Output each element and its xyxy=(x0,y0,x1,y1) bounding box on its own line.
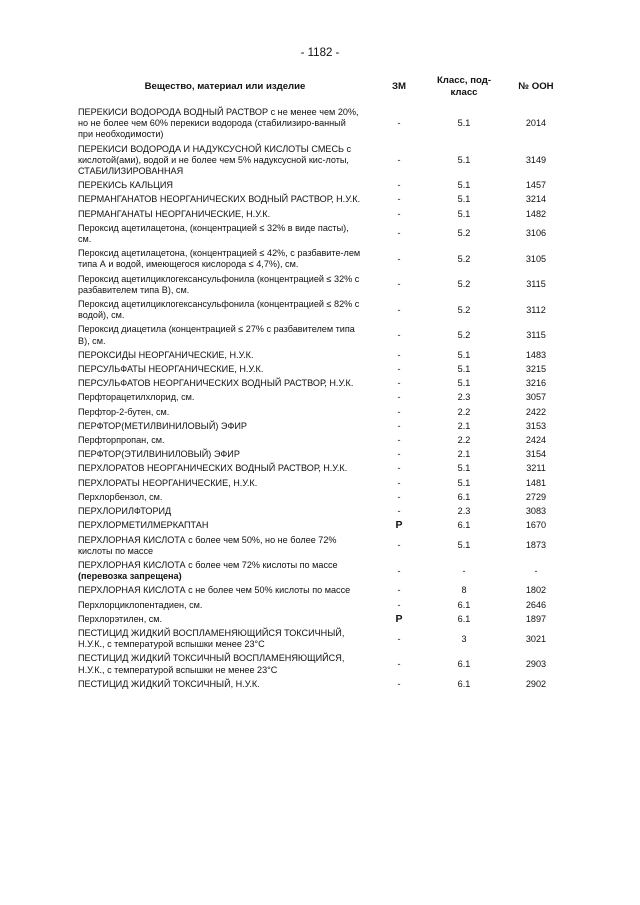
substance-name: Пероксид ацетилциклогексансульфонила (концентрацией ≤ 32% с разбавителем типа В), см. xyxy=(78,273,360,295)
un-number-cell: 1802 xyxy=(525,585,547,596)
header-em: ЗМ xyxy=(391,81,406,92)
table-row xyxy=(78,476,570,490)
em-cell: - xyxy=(397,449,401,460)
substance-name: Пероксид ацетилацетона, (концентрацией ≤ 42%, с разбавите-лем типа А и водой, имеющегося кислорода ≤ 4,7%), см. xyxy=(78,248,361,270)
header-substance: Вещество, материал или изделие xyxy=(144,81,306,92)
un-number-cell: 1483 xyxy=(525,349,547,360)
class-cell: 2.2 xyxy=(457,406,471,417)
em-cell: - xyxy=(397,435,401,446)
un-number-cell: 3214 xyxy=(525,194,547,205)
class-cell: 2.1 xyxy=(457,449,471,460)
substance-name: Перфторпропан, см. xyxy=(78,435,165,446)
un-number-cell: 2646 xyxy=(525,599,547,610)
substance-name: Перхлорбензол, см. xyxy=(78,491,163,502)
table-row xyxy=(78,377,570,391)
substance-name-cell xyxy=(78,448,372,462)
un-number-cell: 3021 xyxy=(525,633,547,644)
class-cell: 5.1 xyxy=(457,477,471,488)
em-cell: - xyxy=(397,228,401,239)
substance-name: ПЕРЕКИСЬ КАЛЬЦИЯ xyxy=(78,180,173,191)
class-cell: 5.1 xyxy=(457,208,471,219)
em-cell: - xyxy=(397,406,401,417)
un-number-cell: 2902 xyxy=(525,678,547,689)
class-cell: 5.1 xyxy=(457,378,471,389)
substance-name: ПЕСТИЦИД ЖИДКИЙ ВОСПЛАМЕНЯЮЩИЙСЯ ТОКСИЧНЫЙ, Н.У.К., с температурой вспышки менее 23°С xyxy=(78,627,345,650)
substance-name-cell xyxy=(78,102,372,142)
transport-note: (перевозка запрещена) xyxy=(78,571,182,582)
substance-name-cell xyxy=(78,405,372,419)
substance-name-cell xyxy=(78,505,372,519)
substance-name-cell xyxy=(78,323,372,348)
em-cell: - xyxy=(397,208,401,219)
substance-name: ПЕРХЛОРИЛФТОРИД xyxy=(78,506,172,517)
table-row xyxy=(78,207,570,221)
un-number-cell: 3115 xyxy=(526,279,546,290)
substance-name-cell xyxy=(78,419,372,433)
substance-name: ПЕРЕКИСИ ВОДОРОДА ВОДНЫЙ РАСТВОР с не менее чем 20%, но не более чем 60% перекиси водорода (стабилизиро-ванный при необходимости) xyxy=(78,107,359,140)
em-cell: - xyxy=(397,565,401,576)
substance-name-cell xyxy=(78,626,372,651)
em-cell: - xyxy=(397,364,401,375)
em-cell: P xyxy=(395,612,403,625)
table-row xyxy=(78,533,570,558)
class-cell: 3 xyxy=(461,633,467,644)
un-number-cell: 2424 xyxy=(525,435,547,446)
class-cell: 5.1 xyxy=(457,194,471,205)
em-cell: - xyxy=(397,506,401,517)
un-number-cell: - xyxy=(534,565,538,576)
substance-name-cell xyxy=(78,558,372,583)
class-cell: 8 xyxy=(461,585,467,596)
table-row xyxy=(78,677,570,691)
substance-name: Перфтор-2-бутен, см. xyxy=(78,406,170,417)
substance-name: Перхлорциклопентадиен, см. xyxy=(78,599,203,610)
un-number-cell: 1670 xyxy=(525,520,547,531)
substance-name-cell xyxy=(78,462,372,476)
substance-name-cell xyxy=(78,476,372,490)
table-row xyxy=(78,142,570,179)
un-number-cell: 2422 xyxy=(525,406,547,417)
substance-name-cell xyxy=(78,179,372,193)
substance-name: ПЕРЕКИСИ ВОДОРОДА И НАДУКСУСНОЙ КИСЛОТЫ СМЕСЬ с кислотой(ами), водой и не более чем 5% надуксусной кис-лоты, СТАБИЛИЗИРОВАННАЯ xyxy=(78,143,352,177)
em-cell: - xyxy=(397,678,401,689)
substance-name: Пероксид ацетилацетона, (концентрацией ≤ 32% в виде пасты), см. xyxy=(78,222,349,245)
substance-name-cell xyxy=(78,519,372,533)
table-row xyxy=(78,405,570,419)
substance-name: Пероксид диацетила (концентрацией ≤ 27% с разбавителем типа В), см. xyxy=(78,324,355,346)
substance-name: ПЕРФТОР(МЕТИЛВИНИЛОВЫЙ) ЭФИР xyxy=(78,420,247,431)
substance-name-cell xyxy=(78,207,372,221)
substance-name-cell xyxy=(78,193,372,207)
table-row xyxy=(78,612,570,626)
table-row xyxy=(78,519,570,533)
em-cell: - xyxy=(397,540,401,551)
substance-name-cell xyxy=(78,598,372,612)
un-number-cell: 3057 xyxy=(525,392,547,403)
class-cell: 2.2 xyxy=(457,435,471,446)
table-row xyxy=(78,558,570,583)
un-number-cell: 2729 xyxy=(525,491,547,502)
substance-name-cell xyxy=(78,652,372,677)
un-number-cell: 2903 xyxy=(525,658,547,669)
substance-name: Пероксид ацетилциклогексансульфонила (концентрацией ≤ 82% с водой), см. xyxy=(78,299,360,321)
table-row xyxy=(78,626,570,651)
substance-name-cell xyxy=(78,612,372,626)
em-cell: - xyxy=(397,194,401,205)
substance-name: ПЕРСУЛЬФАТЫ НЕОРГАНИЧЕСКИЕ, Н.У.К. xyxy=(78,364,264,375)
un-number-cell: 3106 xyxy=(525,228,547,239)
un-number-cell: 1897 xyxy=(525,613,547,624)
substance-name: ПЕРХЛОРМЕТИЛМЕРКАПТАН xyxy=(78,520,209,531)
un-number-cell: 3115 xyxy=(526,330,546,341)
table-row xyxy=(78,652,570,677)
table-row xyxy=(78,598,570,612)
substance-name-cell xyxy=(78,377,372,391)
un-number-cell: 3215 xyxy=(525,364,547,375)
substance-name: ПЕРОКСИДЫ НЕОРГАНИЧЕСКИЕ, Н.У.К. xyxy=(78,349,254,360)
substance-name-cell xyxy=(78,391,372,405)
un-number-cell: 3149 xyxy=(525,154,547,165)
substance-name: ПЕРМАНГАНАТОВ НЕОРГАНИЧЕСКИХ ВОДНЫЙ РАСТВОР, Н.У.К. xyxy=(78,194,361,205)
substance-name: ПЕРХЛОРНАЯ КИСЛОТА с не более чем 50% кислоты по массе xyxy=(78,585,351,596)
un-number-cell: 1457 xyxy=(525,180,547,191)
em-cell: - xyxy=(397,180,401,191)
table-row xyxy=(78,490,570,504)
class-cell: 2.3 xyxy=(457,506,471,517)
un-number-cell: 3112 xyxy=(526,304,546,315)
class-cell: 5.1 xyxy=(457,118,471,129)
substance-name: ПЕРХЛОРНАЯ КИСЛОТА с более чем 72% кислоты по массе xyxy=(78,559,338,570)
table-header-row xyxy=(78,72,570,102)
table-row xyxy=(78,363,570,377)
substance-name-cell xyxy=(78,348,372,362)
substance-name-cell xyxy=(78,247,372,272)
substance-name: ПЕРХЛОРАТОВ НЕОРГАНИЧЕСКИХ ВОДНЫЙ РАСТВОР, Н.У.К. xyxy=(78,463,348,474)
class-cell: 2.1 xyxy=(457,420,471,431)
un-number-cell: 3211 xyxy=(526,463,546,474)
substance-name: ПЕСТИЦИД ЖИДКИЙ ТОКСИЧНЫЙ ВОСПЛАМЕНЯЮЩИЙСЯ, Н.У.К., с температурой вспышки не менее 23°С xyxy=(78,653,345,675)
substance-name-cell xyxy=(78,298,372,323)
em-cell: - xyxy=(397,392,401,403)
substance-name-cell xyxy=(78,142,372,179)
table-row xyxy=(78,102,570,142)
substance-name: Перфторацетилхлорид, см. xyxy=(78,392,195,403)
class-cell: 5.1 xyxy=(457,364,471,375)
class-cell: 5.2 xyxy=(457,279,471,290)
class-cell: 6.1 xyxy=(457,599,471,610)
em-cell: - xyxy=(397,378,401,389)
class-cell: 5.1 xyxy=(457,540,471,551)
substance-name: ПЕРСУЛЬФАТОВ НЕОРГАНИЧЕСКИХ ВОДНЫЙ РАСТВОР, Н.У.К. xyxy=(78,378,354,389)
em-cell: - xyxy=(397,633,401,644)
substance-name-cell xyxy=(78,221,372,246)
un-number-cell: 3105 xyxy=(525,253,547,264)
un-number-cell: 3216 xyxy=(525,378,547,389)
class-cell: 5.2 xyxy=(457,330,471,341)
em-cell: - xyxy=(397,349,401,360)
substance-name-cell xyxy=(78,533,372,558)
un-number-cell: 3153 xyxy=(525,420,547,431)
em-cell: - xyxy=(397,463,401,474)
table-row xyxy=(78,505,570,519)
table-row xyxy=(78,221,570,246)
class-cell: 5.2 xyxy=(457,228,471,239)
em-cell: - xyxy=(397,279,401,290)
substance-name: ПЕСТИЦИД ЖИДКИЙ ТОКСИЧНЫЙ, Н.У.К. xyxy=(78,678,260,689)
class-cell: 5.1 xyxy=(457,154,471,165)
substance-name-cell xyxy=(78,584,372,598)
em-cell: - xyxy=(397,118,401,129)
un-number-cell: 2014 xyxy=(525,118,547,129)
substance-name: ПЕРФТОР(ЭТИЛВИНИЛОВЫЙ) ЭФИР xyxy=(78,449,240,460)
header-class: Класс, под-класс xyxy=(436,75,492,98)
em-cell: - xyxy=(397,253,401,264)
em-cell: - xyxy=(397,420,401,431)
dangerous-goods-table xyxy=(78,72,570,691)
class-cell: 5.2 xyxy=(457,304,471,315)
class-cell: 2.3 xyxy=(457,392,471,403)
table-row xyxy=(78,448,570,462)
class-cell: 6.1 xyxy=(457,613,471,624)
table-row xyxy=(78,584,570,598)
substance-name: ПЕРМАНГАНАТЫ НЕОРГАНИЧЕСКИЕ, Н.У.К. xyxy=(78,208,271,219)
class-cell: 5.1 xyxy=(457,349,471,360)
em-cell: - xyxy=(397,491,401,502)
em-cell: - xyxy=(397,599,401,610)
header-un-number: № ООН xyxy=(518,81,554,92)
un-number-cell: 3154 xyxy=(525,449,547,460)
em-cell: - xyxy=(397,330,401,341)
class-cell: 6.1 xyxy=(457,520,471,531)
em-cell: - xyxy=(397,477,401,488)
class-cell: 5.1 xyxy=(457,463,471,474)
substance-name-cell xyxy=(78,272,372,297)
class-cell: - xyxy=(462,565,466,576)
table-row xyxy=(78,462,570,476)
em-cell: - xyxy=(397,304,401,315)
table-row xyxy=(78,179,570,193)
class-cell: 6.1 xyxy=(457,658,471,669)
substance-name-cell xyxy=(78,363,372,377)
un-number-cell: 1482 xyxy=(525,208,547,219)
table-row xyxy=(78,298,570,323)
table-row xyxy=(78,272,570,297)
table-row xyxy=(78,247,570,272)
table-row xyxy=(78,434,570,448)
class-cell: 6.1 xyxy=(457,491,471,502)
table-row xyxy=(78,419,570,433)
table-row xyxy=(78,193,570,207)
em-cell: P xyxy=(395,519,403,532)
substance-name: ПЕРХЛОРНАЯ КИСЛОТА с более чем 50%, но не более 72% кислоты по массе xyxy=(78,534,337,556)
table-row xyxy=(78,348,570,362)
un-number-cell: 1873 xyxy=(525,540,547,551)
un-number-cell: 1481 xyxy=(525,477,547,488)
class-cell: 5.2 xyxy=(457,253,471,264)
class-cell: 5.1 xyxy=(457,180,471,191)
un-number-cell: 3083 xyxy=(525,506,547,517)
em-cell: - xyxy=(397,585,401,596)
substance-name: Перхлорэтилен, см. xyxy=(78,613,163,624)
class-cell: 6.1 xyxy=(457,678,471,689)
substance-name-cell xyxy=(78,434,372,448)
substance-name-cell xyxy=(78,490,372,504)
table-body xyxy=(78,102,570,691)
table-row xyxy=(78,391,570,405)
table-row xyxy=(78,323,570,348)
page-number: - 1182 - xyxy=(300,47,340,59)
substance-name-cell xyxy=(78,677,372,691)
em-cell: - xyxy=(397,658,401,669)
substance-name: ПЕРХЛОРАТЫ НЕОРГАНИЧЕСКИЕ, Н.У.К. xyxy=(78,477,258,488)
em-cell: - xyxy=(397,154,401,165)
